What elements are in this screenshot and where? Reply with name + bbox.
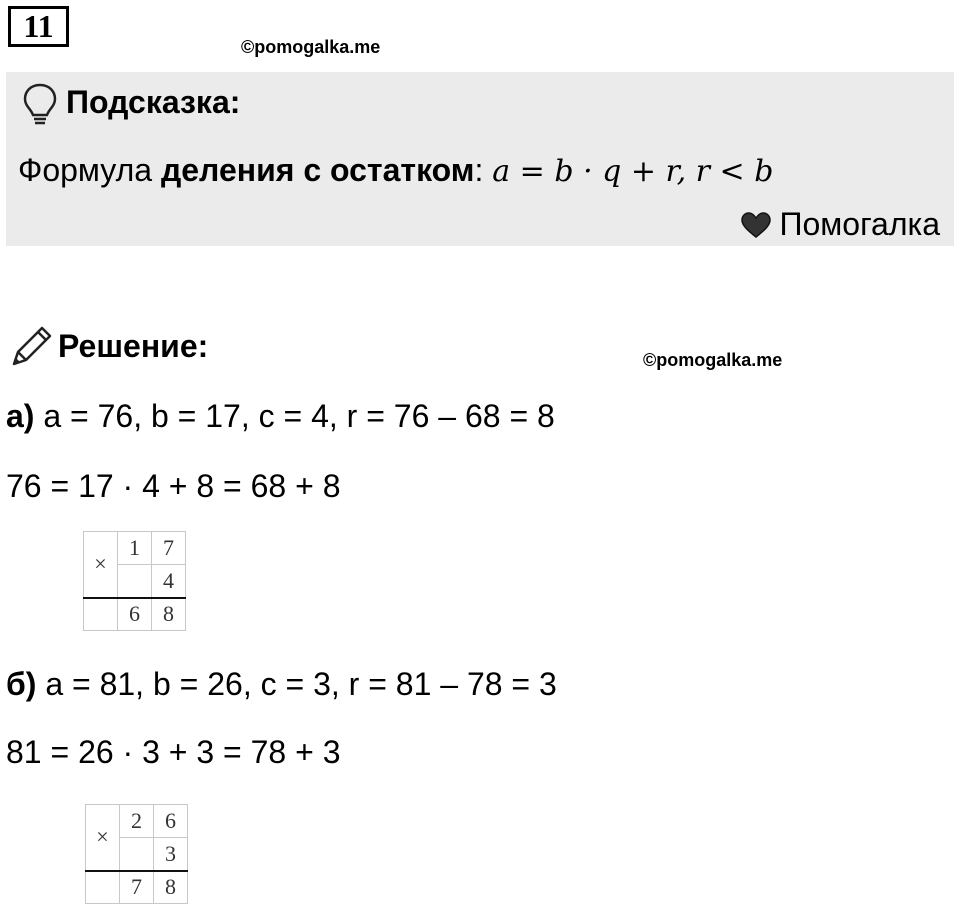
hint-formula: a = b · q + r, r < b [492,154,774,189]
watermark: ©pomogalka.me [643,350,783,370]
table-cell: 6 [118,598,152,631]
table-cell: 6 [154,805,188,838]
table-cell: 3 [154,838,188,871]
heart-icon [741,212,771,238]
multiply-sign: × [86,805,120,871]
part-a-line2: 76 = 17 · 4 + 8 = 68 + 8 [6,468,341,504]
part-b-line2: 81 = 26 · 3 + 3 = 78 + 3 [6,734,341,770]
table-cell [86,871,120,904]
task-number: 11 [8,6,69,47]
solution-title: Решение: [58,328,209,364]
hint-text-colon: : [474,152,493,188]
pencil-icon [8,324,54,370]
table-cell: 8 [154,871,188,904]
table-cell [118,565,152,598]
watermark: ©pomogalka.me [241,37,381,57]
part-a-multiplication-table [83,531,186,631]
table-cell: 2 [120,805,154,838]
part-b-label: б) [6,666,37,702]
hint-text [18,152,773,189]
lightbulb-icon [20,82,60,126]
part-a-label: а) [6,398,35,434]
part-a-line1 [6,398,555,435]
table-cell [84,598,118,631]
signature-text: Помогалка [779,206,940,242]
hint-text-prefix: Формула [18,152,161,188]
hint-text-bold: деления с остатком [160,152,475,188]
table-cell: 7 [152,532,186,565]
part-b-equation: a = 81, b = 26, c = 3, r = 81 – 78 = 3 [36,666,557,702]
table-cell: 7 [120,871,154,904]
part-b-line1 [6,666,557,703]
hint-box [6,72,954,246]
part-a-equation: a = 76, b = 17, c = 4, r = 76 – 68 = 8 [34,398,555,434]
table-cell: 1 [118,532,152,565]
multiply-sign: × [84,532,118,598]
table-cell [120,838,154,871]
table-cell: 4 [152,565,186,598]
table-cell: 8 [152,598,186,631]
hint-title: Подсказка: [66,84,241,120]
part-b-multiplication-table [85,804,188,904]
signature [741,206,940,243]
